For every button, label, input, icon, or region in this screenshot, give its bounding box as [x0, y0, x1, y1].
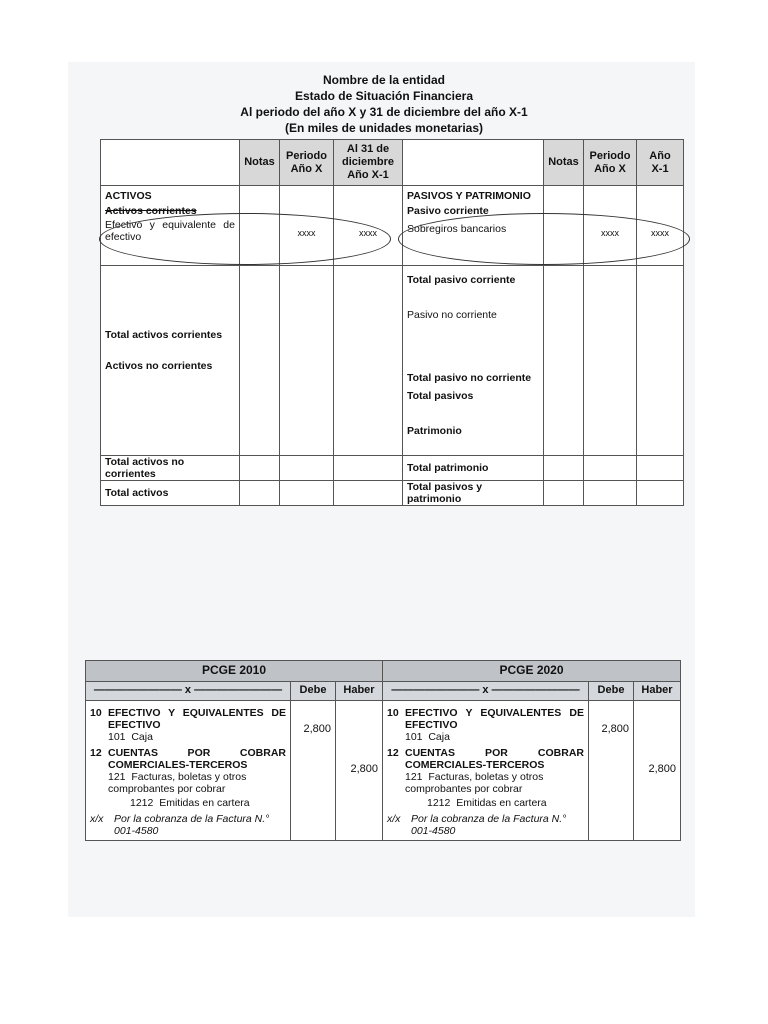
- pasivo-no-corriente-label: Pasivo no corriente: [407, 309, 497, 321]
- activos-corrientes-block: [101, 186, 240, 266]
- cell: [637, 456, 684, 481]
- total-pasivos-patrimonio: Total pasivos y patrimonio: [403, 481, 544, 506]
- col-anterior-left-text: Al 31 de diciembre Año X-1: [342, 143, 394, 181]
- pasivo-corriente-block: [403, 186, 544, 266]
- pcge-2020-acc1-sub: 101 Caja: [405, 731, 450, 743]
- pcge-2020-debe-header: Debe: [589, 682, 634, 701]
- cell: [637, 481, 684, 506]
- pcge-2020-haber-header: Haber: [634, 682, 681, 701]
- pcge-2010-acc2-sub2: 1212 Emitidas en cartera: [130, 797, 250, 809]
- efectivo-label: Efectivo y equivalente de efectivo: [105, 219, 235, 243]
- pcge-2020-acc2-sub1: 121 Facturas, boletas y otros comprobantes por cobrar: [405, 771, 547, 795]
- pcge-2020-acc1: [387, 707, 584, 731]
- col-periodo-right-text: Periodo Año X: [589, 149, 631, 175]
- pcge-2010-acc2-sub1: 121 Facturas, boletas y otros comprobantes por cobrar: [108, 771, 250, 795]
- col-anterior-right-text: Año X-1: [649, 149, 671, 175]
- pcge-2020-gloss-code: x/x: [387, 813, 401, 825]
- header-blank-right: [403, 140, 544, 186]
- total-pasivo-no-corriente: Total pasivo no corriente: [407, 372, 532, 384]
- activos-middle-block: [101, 266, 240, 456]
- sobregiros-periodo-value: xxxx: [584, 186, 637, 266]
- sobregiros-label: Sobregiros bancarios: [407, 223, 507, 235]
- total-pasivos: Total pasivos: [407, 390, 474, 402]
- pcge-2010-table: [85, 660, 383, 841]
- col-periodo-left: [280, 140, 334, 186]
- cell: [544, 266, 584, 456]
- cell: [334, 266, 403, 456]
- pcge-2020-entry: [383, 701, 589, 841]
- col-anterior-left: [334, 140, 403, 186]
- cell: [240, 266, 280, 456]
- efectivo-periodo-value: xxxx: [280, 186, 334, 266]
- pcge-2020-acc1-code: 10: [387, 707, 399, 719]
- entity-name: Nombre de la entidad: [322, 73, 446, 87]
- pcge-2020-haber-amount: 2,800: [634, 701, 681, 841]
- col-periodo-left-text: Periodo Año X: [286, 149, 327, 175]
- activos-heading: ACTIVOS: [105, 190, 152, 202]
- pcge-2010-acc1: [90, 707, 286, 731]
- statement-period: Al periodo del año X y 31 de diciembre del año X-1: [240, 105, 528, 119]
- cell: [584, 481, 637, 506]
- pcge-2020-gloss-row: [387, 813, 584, 837]
- pcge-2020-acc1-name: EFECTIVO Y EQUIVALENTES DE EFECTIVO: [405, 707, 584, 731]
- pcge-2010-acc1-sub: 101 Caja: [108, 731, 153, 743]
- sobregiros-anterior-value: xxxx: [637, 186, 684, 266]
- pcge-2010-debe-amount: 2,800: [291, 701, 336, 841]
- pcge-2020-debe-amount: 2,800: [589, 701, 634, 841]
- pcge-2010-haber-header: Haber: [336, 682, 383, 701]
- cell: [240, 481, 280, 506]
- total-activos-no-corrientes: Total activos no corrientes: [101, 456, 240, 481]
- cell: [544, 481, 584, 506]
- pasivo-corriente-label: Pasivo corriente: [407, 205, 489, 217]
- pcge-2010-acc2: [90, 747, 286, 771]
- pcge-2010-debe-header: Debe: [291, 682, 336, 701]
- efectivo-anterior-value: xxxx: [334, 186, 403, 266]
- cell: [280, 456, 334, 481]
- cell: [240, 456, 280, 481]
- statement-units: (En miles de unidades monetarias): [284, 121, 484, 135]
- col-notas-left: Notas: [240, 140, 280, 186]
- pcge-2010-haber-amount: 2,800: [336, 701, 383, 841]
- cell: [544, 456, 584, 481]
- pcge-2020-acc2-code: 12: [387, 747, 399, 759]
- pcge-2020-table: [382, 660, 681, 841]
- pasivos-patrimonio-heading: PASIVOS Y PATRIMONIO: [407, 190, 531, 202]
- total-activos: Total activos: [101, 481, 240, 506]
- pcge-2020-gloss: Por la cobranza de la Factura N.° 001-4580: [411, 813, 567, 837]
- pasivos-middle-block: [403, 266, 544, 456]
- cell: [637, 266, 684, 456]
- pcge-2010-gloss-code: x/x: [90, 813, 104, 825]
- header-blank-left: [101, 140, 240, 186]
- pcge-2010-gloss: Por la cobranza de la Factura N.° 001-4580: [114, 813, 270, 837]
- pcge-2010-gloss-row: [90, 813, 286, 837]
- pcge-2010-x-header: ———————— x ————————: [86, 682, 291, 701]
- pcge-2010-title: PCGE 2010: [86, 661, 383, 682]
- pcge-2020-acc2-sub2: 1212 Emitidas en cartera: [427, 797, 547, 809]
- col-periodo-right: [584, 140, 637, 186]
- pcge-2010-acc2-name: CUENTAS POR COBRAR COMERCIALES-TERCEROS: [108, 747, 286, 771]
- cell: [584, 456, 637, 481]
- pcge-2020-title: PCGE 2020: [383, 661, 681, 682]
- balance-sheet-table: [100, 139, 684, 506]
- total-activos-corrientes: Total activos corrientes: [105, 329, 223, 341]
- patrimonio-label: Patrimonio: [407, 425, 462, 437]
- statement-header: [0, 72, 768, 136]
- cell: [280, 481, 334, 506]
- pcge-2020-acc2-name: CUENTAS POR COBRAR COMERCIALES-TERCEROS: [405, 747, 584, 771]
- pcge-2010-acc1-name: EFECTIVO Y EQUIVALENTES DE EFECTIVO: [108, 707, 286, 731]
- total-patrimonio: Total patrimonio: [403, 456, 544, 481]
- activos-no-corrientes-label: Activos no corrientes: [105, 360, 213, 372]
- pcge-2020-x-header: ———————— x ————————: [383, 682, 589, 701]
- activos-corrientes-label: Activos corrientes: [105, 205, 197, 217]
- cell: [240, 186, 280, 266]
- cell: [334, 456, 403, 481]
- cell: [584, 266, 637, 456]
- pcge-2010-acc1-code: 10: [90, 707, 102, 719]
- col-anterior-right: [637, 140, 684, 186]
- col-notas-right: Notas: [544, 140, 584, 186]
- total-pasivo-corriente: Total pasivo corriente: [407, 274, 516, 286]
- cell: [334, 481, 403, 506]
- pcge-2020-acc2: [387, 747, 584, 771]
- cell: [280, 266, 334, 456]
- pcge-2010-acc2-code: 12: [90, 747, 102, 759]
- pcge-2010-entry: [86, 701, 291, 841]
- cell: [544, 186, 584, 266]
- statement-title: Estado de Situación Financiera: [294, 89, 474, 103]
